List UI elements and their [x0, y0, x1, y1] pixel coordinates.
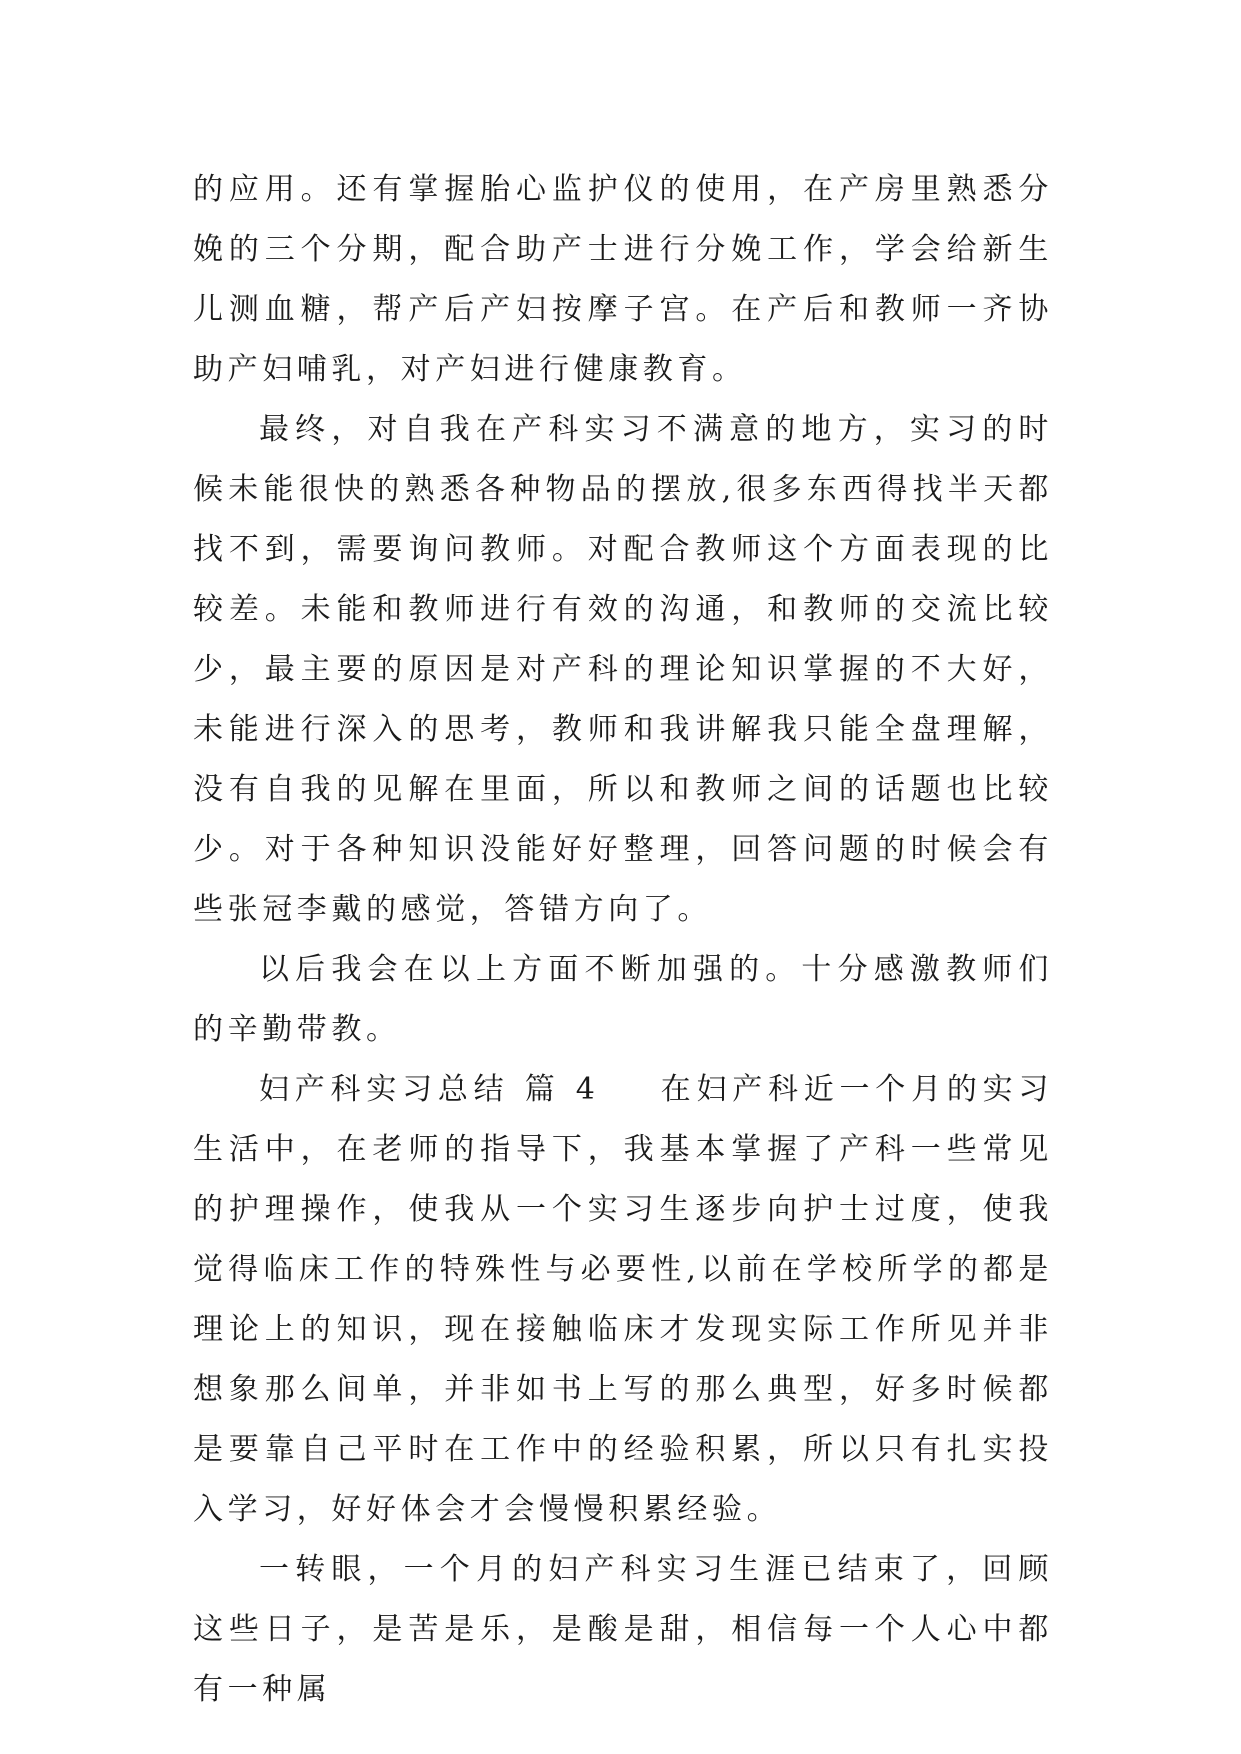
section-paragraph	[193, 1060, 1053, 1540]
paragraph-review: 一转眼，一个月的妇产科实习生涯已结束了，回顾这些日子，是苦是乐，是酸是甜，相信每一个人心中都有一种属	[193, 1552, 1053, 1707]
section-first-paragraph: 在妇产科近一个月的实习生活中，在老师的指导下，我基本掌握了产科一些常见的护理操作，使我从一个实习生逐步向护士过度，使我觉得临床工作的特殊性与必要性,以前在学校所学的都是理论上的知识，现在接触临床才发现实际工作所见并非想象那么间单，并非如书上写的那么典型，好多时候都是要靠自己平时在工作中的经验积累，所以只有扎实投入学习，好好体会才会慢慢积累经验。	[193, 1072, 1053, 1527]
section-title: 妇产科实习总结 篇 4	[259, 1072, 600, 1107]
paragraph-reflection: 最终，对自我在产科实习不满意的地方，实习的时候未能很快的熟悉各种物品的摆放,很多东西得找半天都找不到，需要询问教师。对配合教师这个方面表现的比较差。未能和教师进行有效的沟通，和教师的交流比较少，最主要的原因是对产科的理论知识掌握的不大好，未能进行深入的思考，教师和我讲解我只能全盘理解，没有自我的见解在里面，所以和教师之间的话题也比较少。对于各种知识没能好好整理，回答问题的时候会有些张冠李戴的感觉，答错方向了。	[193, 412, 1053, 927]
document-body	[193, 160, 1053, 1720]
paragraph-continued: 的应用。还有掌握胎心监护仪的使用，在产房里熟悉分娩的三个分期，配合助产士进行分娩工作，学会给新生儿测血糖，帮产后产妇按摩子宫。在产后和教师一齐协助产妇哺乳，对产妇进行健康教育。	[193, 172, 1053, 387]
paragraph-closing: 以后我会在以上方面不断加强的。十分感激教师们的辛勤带教。	[193, 952, 1053, 1047]
